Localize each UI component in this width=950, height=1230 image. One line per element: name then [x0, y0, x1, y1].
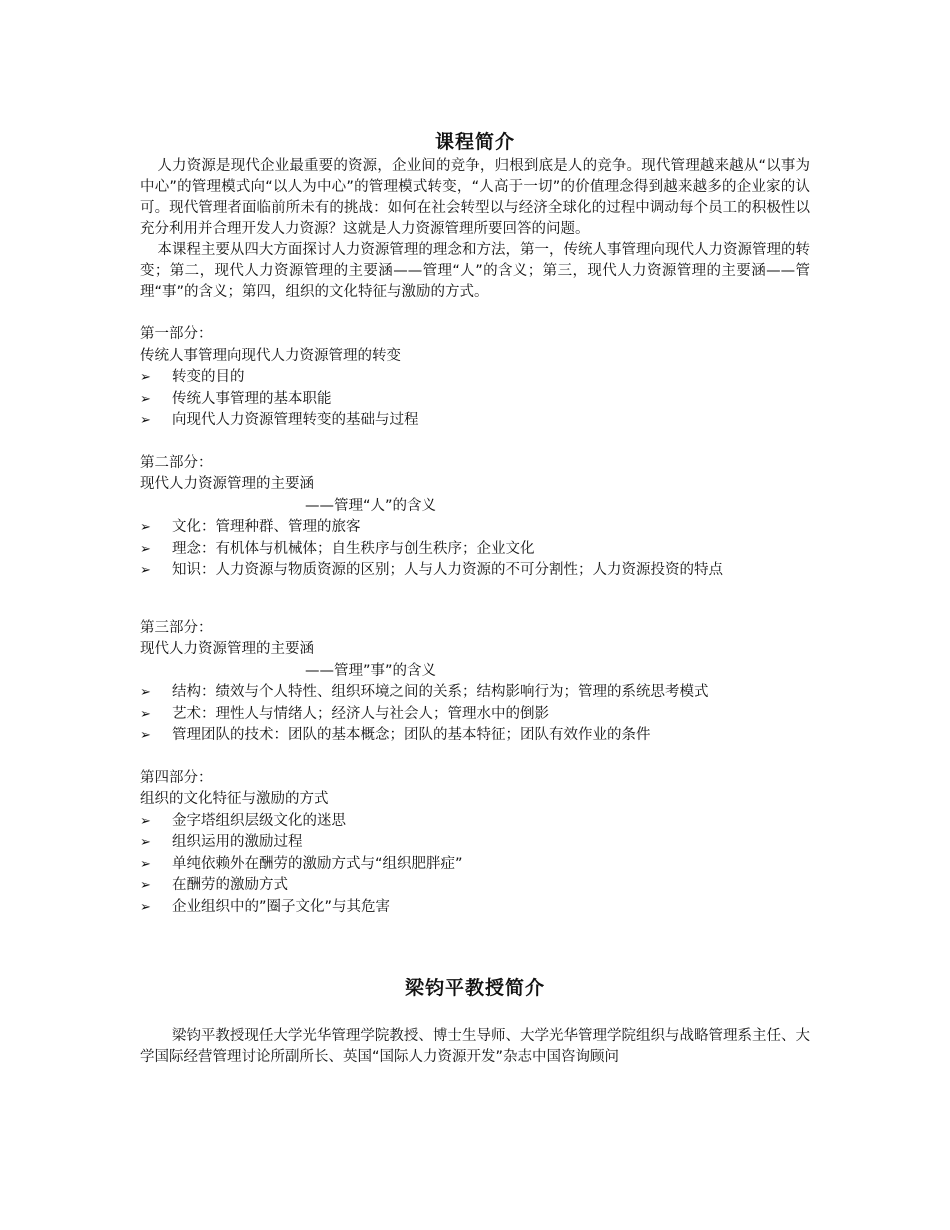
list-item: [140, 389, 810, 411]
list-item: [140, 704, 810, 726]
document-body: [140, 128, 810, 1068]
part-heading: 第四部分：: [140, 769, 213, 786]
list-item-text: 理念：有机体与机械体；自生秩序与创生秩序；企业文化: [172, 540, 535, 557]
list-item: [140, 832, 810, 854]
part-items: [140, 367, 810, 432]
part-1: [140, 324, 810, 432]
list-item: [140, 539, 810, 561]
list-item-text: 金字塔组织层级文化的迷思: [172, 812, 346, 829]
course-title: 课程简介: [434, 131, 515, 153]
professor-bio: 梁钧平教授现任大学光华管理学院教授、博士生导师、大学光华管理学院组织与战略管理系主任、大学国际经营管理讨论所副所长、英国“国际人力资源开发”杂志中国咨询顾问: [140, 1028, 810, 1065]
arrow-bullet-icon: ➢: [140, 413, 151, 428]
part-heading: 第二部分：: [140, 454, 213, 471]
list-item: [140, 682, 810, 704]
list-item: [140, 367, 810, 389]
list-item-text: 在酬劳的激励方式: [172, 877, 288, 893]
list-item-text: 组织运用的激励过程: [172, 834, 303, 850]
part-title: 组织的文化特征与激励的方式: [140, 791, 329, 807]
list-item: [140, 854, 810, 876]
list-item-text: 结构：绩效与个人特性、组织环境之间的关系；结构影响行为；管理的系统思考模式: [172, 684, 709, 700]
arrow-bullet-icon: ➢: [140, 685, 151, 700]
list-item: [140, 560, 810, 582]
list-item: [140, 517, 810, 539]
part-subtitle: ——管理”事”的含义: [305, 662, 437, 679]
part-items: [140, 682, 810, 747]
list-item-text: 文化：管理种群、管理的旅客: [172, 519, 361, 535]
arrow-bullet-icon: ➢: [140, 899, 151, 915]
list-item-text: 向现代人力资源管理转变的基础与过程: [172, 412, 419, 428]
arrow-bullet-icon: ➢: [140, 520, 151, 535]
list-item-text: 转变的目的: [172, 369, 245, 385]
arrow-bullet-icon: ➢: [140, 541, 151, 557]
course-intro-paragraph-2: 本课程主要从四大方面探讨人力资源管理的理念和方法，第一，传统人事管理向现代人力资源管理的转变；第二，现代人力资源管理的主要涵——管理“人”的含义；第三，现代人力资源管理的主要涵——管理“事”的含义；第四，组织的文化特征与激励的方式。: [140, 242, 810, 300]
list-item: [140, 410, 810, 432]
course-intro-paragraph-1: 人力资源是现代企业最重要的资源，企业间的竞争，归根到底是人的竞争。现代管理越来越从“以事为中心”的管理模式向“以人为中心”的管理模式转变，“人高于一切”的价值理念得到越来越多的企业家的认可。现代管理者面临前所未有的挑战：如何在社会转型以与经济全球化的过程中调动每个员工的积极性以充分利用并合理开发人力资源？这就是人力资源管理所要回答的问题。: [140, 158, 810, 237]
spacer: [140, 303, 810, 324]
spacer: [140, 432, 810, 453]
list-item-text: 单纯依赖外在酬劳的激励方式与“组织肥胖症”: [172, 855, 463, 872]
part-3: [140, 618, 810, 747]
part-2: [140, 453, 810, 582]
list-item: [140, 875, 810, 897]
list-item-text: 知识：人力资源与物质资源的区别；人与人力资源的不可分割性；人力资源投资的特点: [172, 562, 723, 578]
part-title: 传统人事管理向现代人力资源管理的转变: [140, 347, 401, 364]
arrow-bullet-icon: ➢: [140, 878, 151, 893]
list-item-text: 艺术：理性人与情绪人；经济人与社会人；管理水中的倒影: [172, 705, 549, 722]
part-title: 现代人力资源管理的主要涵: [140, 476, 314, 492]
arrow-bullet-icon: ➢: [140, 391, 151, 407]
list-item-text: 企业组织中的”圈子文化”与其危害: [172, 898, 391, 915]
arrow-bullet-icon: ➢: [140, 728, 151, 743]
part-4: [140, 768, 810, 919]
arrow-bullet-icon: ➢: [140, 856, 151, 872]
arrow-bullet-icon: ➢: [140, 563, 151, 578]
arrow-bullet-icon: ➢: [140, 813, 151, 829]
list-item: [140, 811, 810, 833]
spacer: [140, 582, 810, 618]
part-title: 现代人力资源管理的主要涵: [140, 641, 314, 657]
part-items: [140, 811, 810, 919]
spacer: [140, 747, 810, 768]
part-heading: 第一部分：: [140, 326, 213, 342]
professor-title: 梁钧平教授简介: [404, 977, 545, 999]
arrow-bullet-icon: ➢: [140, 835, 151, 850]
arrow-bullet-icon: ➢: [140, 370, 151, 385]
arrow-bullet-icon: ➢: [140, 706, 151, 722]
part-heading: 第三部分：: [140, 619, 213, 636]
list-item-text: 管理团队的技术：团队的基本概念；团队的基本特征；团队有效作业的条件: [172, 727, 651, 743]
list-item: [140, 897, 810, 919]
part-subtitle: ——管理“人”的含义: [305, 497, 437, 514]
part-items: [140, 517, 810, 582]
list-item: [140, 725, 810, 747]
list-item-text: 传统人事管理的基本职能: [172, 390, 332, 407]
